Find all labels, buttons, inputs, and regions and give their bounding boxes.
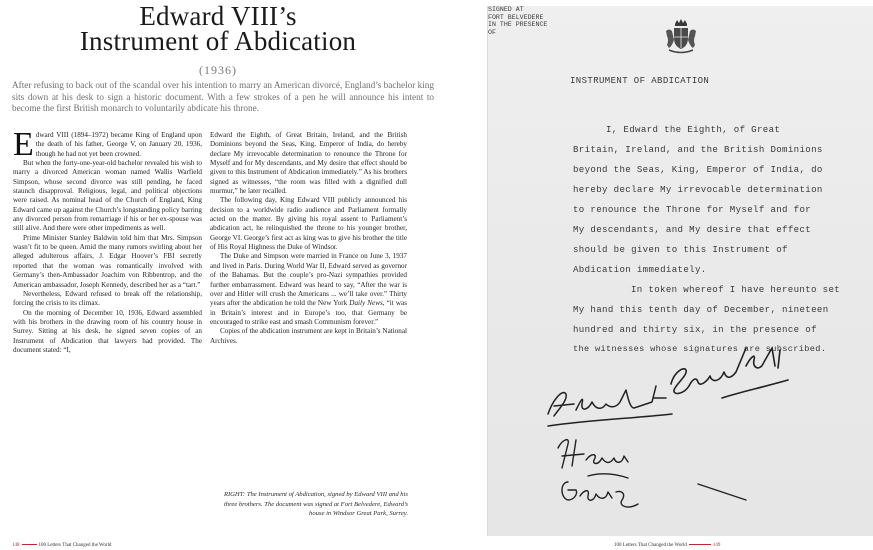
intro-paragraph: After refusing to back out of the scandal over his intention to marry an American divorcé, England’s bachelor king sits down at his desk to sign a historic document. With a few strokes of a pen he will announce his intent to become the first British monarch to voluntarily abdicate his throne.: [12, 80, 434, 113]
body-paragraph: On the morning of December 10, 1936, Edward assembled with his brothers in the drawing room of his country house in Surrey. Sitting at his desk, he signed seven copies of an Instrument of Abdication that lawyers had provided. The document stated: “I,: [13, 308, 202, 354]
paragraph-text: , “it was in Britain’s interest and in Europe’s too, that Germany be encouraged to strike east and smash Communism forever.”: [210, 299, 407, 326]
document-line: My hand this tenth day of December, nineteen: [573, 304, 829, 315]
body-paragraph: The following day, King Edward VIII publicly announced his decision to a worldwide radio audience and Parliament formally acted on the matter. By giving his royal assent to Parliament’s abdication act, he relinquished the throne to his younger brother, George VI. George’s first act as king was to give his brother the title of His Royal Highness the Duke of Windsor.: [210, 196, 407, 252]
folio-rule: [689, 544, 711, 545]
folio-right: [614, 543, 720, 548]
newspaper-title: Daily News: [349, 299, 383, 308]
body-paragraph: But when the forty-one-year-old bachelor revealed his wish to marry a divorced American woman named Wallis Warfield Simpson, whose second divorce was still pending, he faced staunch disapproval. Religious, legal, and political objections were raised. As nominal head of the Church of England, King Edward came up against the Church’s longstanding policy barring any divorced person from remarriage if his or her ex-spouse was still alive. And there were other impediments as well.: [13, 159, 202, 233]
left-page: [0, 0, 436, 550]
document-heading: INSTRUMENT OF ABDICATION: [570, 76, 710, 86]
title-line-2: Instrument of Abdication: [79, 26, 357, 56]
document-line: Abdication immediately.: [573, 264, 707, 275]
running-footer-title: 100 Letters That Changed the World: [614, 543, 687, 548]
signed-at-line: SIGNED AT: [488, 6, 524, 13]
signature-george: [562, 482, 746, 507]
signatures-group: [488, 6, 873, 536]
document-line: Britain, Ireland, and the British Dominions: [573, 144, 823, 155]
page-title: [0, 1, 436, 56]
folio-rule: [22, 544, 37, 545]
page-number: 149: [712, 543, 721, 548]
drop-cap: E: [13, 126, 34, 163]
document-line: beyond the Seas, King, Emperor of India, do: [573, 164, 823, 175]
body-paragraph: [13, 126, 202, 163]
signed-at-line: OF: [488, 28, 496, 36]
body-paragraph: Copies of the abdication instrument are kept in Britain’s National Archives.: [210, 327, 407, 345]
document-line: My descendants, and My desire that effect: [573, 224, 812, 235]
document-line: should be given to this Instrument of: [573, 244, 788, 255]
right-page: [436, 0, 873, 550]
signed-at-line: FORT BELVEDERE: [488, 13, 544, 21]
document-line: hereby declare My irrevocable determination: [573, 184, 823, 195]
image-caption: RIGHT: The Instrument of Abdication, signed by Edward VIII and his three brothers. The document was signed at Fort Belvedere, Edward’s house in Windsor Great Park, Surrey.: [223, 491, 408, 518]
body-paragraph: Prime Minister Stanley Baldwin told him that Mrs. Simpson wasn’t fit to be queen. Amid the many rumors swirling about her alleged adulterous affairs, J. Edgar Hoover’s FBI secretly reported that the woman was romantically involved with Germany’s then-Ambassador Joachim von Ribbentrop, and the American ambassador, Joseph Kennedy, described her as a “tart.”: [13, 233, 202, 289]
body-paragraph: [210, 252, 407, 327]
document-line: I, Edward the Eighth, of Great: [606, 124, 781, 135]
title-line-1: Edward VIII’s: [139, 1, 297, 31]
signature-albert: [548, 386, 672, 426]
document-line: In token whereof I have hereunto set: [631, 284, 841, 295]
abdication-document-photo: [487, 6, 873, 536]
signature-edward-ri: [671, 348, 788, 398]
page-number: 148: [12, 543, 20, 548]
paragraph-text: The Duke and Simpson were married in France on June 3, 1937 and lived in Paris. During World War II, Edward served as governor of the Bahamas. But the couple’s pro-Nazi sympathies provided further embarrassment. Edward was heard to say, “After the war is over and Hitler will crush the Americans ... we’ll take over.” Thirty years after the abdication he told the New York: [210, 252, 407, 308]
document-line: hundred and thirty six, in the presence of: [573, 324, 817, 335]
folio-left: [12, 543, 111, 548]
document-line: to renounce the Throne for Myself and for: [573, 204, 812, 215]
running-footer-title: 100 Letters That Changed the World: [38, 543, 112, 548]
body-column-right: [210, 131, 407, 346]
document-line: the witnesses whose signatures are subscribed.: [573, 344, 827, 354]
year-label: (1936): [199, 63, 237, 77]
signature-henry: [558, 440, 628, 478]
paragraph-text: dward VIII (1894–1972) became King of England upon the death of his father, George V, on January 20, 1936, though he had not yet been crowned.: [35, 131, 202, 158]
body-column-left: [13, 126, 202, 355]
signed-at-line: IN THE PRESENCE: [488, 21, 548, 29]
body-paragraph: Nevertheless, Edward refused to break off the relationship, forcing the crisis to its climax.: [13, 289, 202, 308]
body-paragraph: Edward the Eighth, of Great Britain, Ireland, and the British Dominions beyond the Seas, King, Emperor of India, do hereby declare My irrevocable determination to renounce the Throne for Myself and for My descendants, and My desire that effect should be given to this Instrument of Abdication immediately.” As his brothers signed as witnesses, “the room was filled with a dignified dull murmur,” he later recalled.: [210, 131, 407, 196]
